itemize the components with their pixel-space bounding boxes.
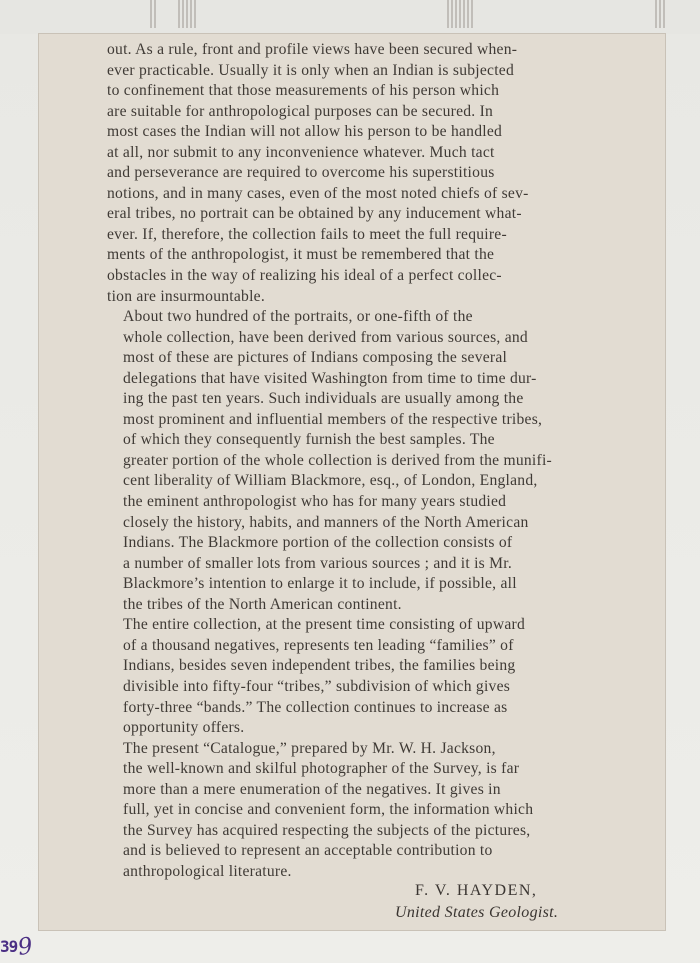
text-line: the well-known and skilful photographer of the Survey, is far (123, 760, 520, 778)
text-line: the Survey has acquired respecting the subjects of the pictures, (123, 821, 531, 839)
text-line: the tribes of the North American continent. (123, 595, 402, 613)
text-line: The entire collection, at the present time consisting of upward (123, 616, 526, 634)
text-line: ever. If, therefore, the collection fails to meet the full require- (107, 225, 507, 243)
text-line: tion are insurmountable. (107, 287, 266, 305)
text-line: obstacles in the way of realizing his ideal of a perfect collec- (107, 267, 502, 285)
text-line: cent liberality of William Blackmore, esq., of London, England, (123, 472, 538, 490)
text-line: more than a mere enumeration of the negatives. It gives in (123, 780, 501, 798)
top-ink-fragment (655, 0, 665, 28)
paragraph-2 (107, 307, 593, 615)
text-line: of a thousand negatives, represents ten leading “families” of (123, 636, 514, 654)
top-ink-fragment (178, 0, 198, 28)
text-line: full, yet in concise and convenient form, the information which (123, 801, 534, 819)
handwritten-number: 9 (16, 933, 35, 961)
text-line: ments of the anthropologist, it must be remembered that the (107, 246, 495, 264)
paragraph-3 (107, 615, 593, 738)
text-line: The present “Catalogue,” prepared by Mr. W. H. Jackson, (123, 739, 496, 757)
text-line: to confinement that those measurements of his person which (107, 82, 500, 100)
paragraph-1 (107, 40, 593, 307)
text-line: and perseverance are required to overcome his superstitious (107, 164, 495, 182)
margin-stamp-number: 39 (0, 937, 18, 956)
signature-title: United States Geologist. (395, 904, 559, 921)
paragraph-4 (107, 739, 593, 883)
text-line: most cases the Indian will not allow his person to be handled (107, 123, 503, 141)
text-line: forty-three “bands.” The collection continues to increase as (123, 698, 508, 716)
text-line: out. As a rule, front and profile views have been secured when- (107, 41, 518, 58)
text-line: at all, nor submit to any inconvenience whatever. Much tact (107, 143, 495, 161)
text-line: eral tribes, no portrait can be obtained by any inducement what- (107, 205, 522, 223)
signature-block (395, 881, 585, 921)
body-text (107, 40, 593, 882)
top-ink-fragment (447, 0, 473, 28)
text-line: are suitable for anthropological purposes can be secured. In (107, 102, 494, 120)
text-line: anthropological literature. (123, 862, 292, 880)
text-line: opportunity offers. (123, 719, 245, 737)
text-line: ever practicable. Usually it is only when an Indian is subjected (107, 61, 515, 79)
top-strip (0, 0, 700, 34)
text-line: About two hundred of the portraits, or one-fifth of the (123, 308, 473, 326)
text-line: a number of smaller lots from various sources ; and it is Mr. (123, 554, 512, 572)
text-line: Blackmore’s intention to enlarge it to include, if possible, all (123, 575, 517, 593)
text-line: most prominent and influential members of the respective tribes, (123, 410, 543, 428)
text-line: and is believed to represent an acceptable contribution to (123, 842, 493, 860)
text-line: closely the history, habits, and manners of the North American (123, 513, 529, 531)
text-line: delegations that have visited Washington from time to time dur- (123, 369, 537, 387)
text-line: Indians. The Blackmore portion of the collection consists of (123, 534, 513, 552)
text-line: whole collection, have been derived from various sources, and (123, 328, 528, 346)
text-line: the eminent anthropologist who has for many years studied (123, 493, 507, 511)
text-line: Indians, besides seven independent tribes, the families being (123, 657, 516, 675)
text-line: greater portion of the whole collection is derived from the munifi- (123, 451, 552, 469)
text-line: most of these are pictures of Indians composing the several (123, 349, 508, 367)
signature-name: F. V. HAYDEN, (415, 882, 538, 899)
text-line: divisible into fifty-four “tribes,” subdivision of which gives (123, 677, 511, 695)
text-line: of which they consequently furnish the best samples. The (123, 431, 495, 449)
top-ink-fragment (150, 0, 158, 28)
text-line: notions, and in many cases, even of the most noted chiefs of sev- (107, 184, 529, 202)
text-line: ing the past ten years. Such individuals are usually among the (123, 390, 524, 408)
